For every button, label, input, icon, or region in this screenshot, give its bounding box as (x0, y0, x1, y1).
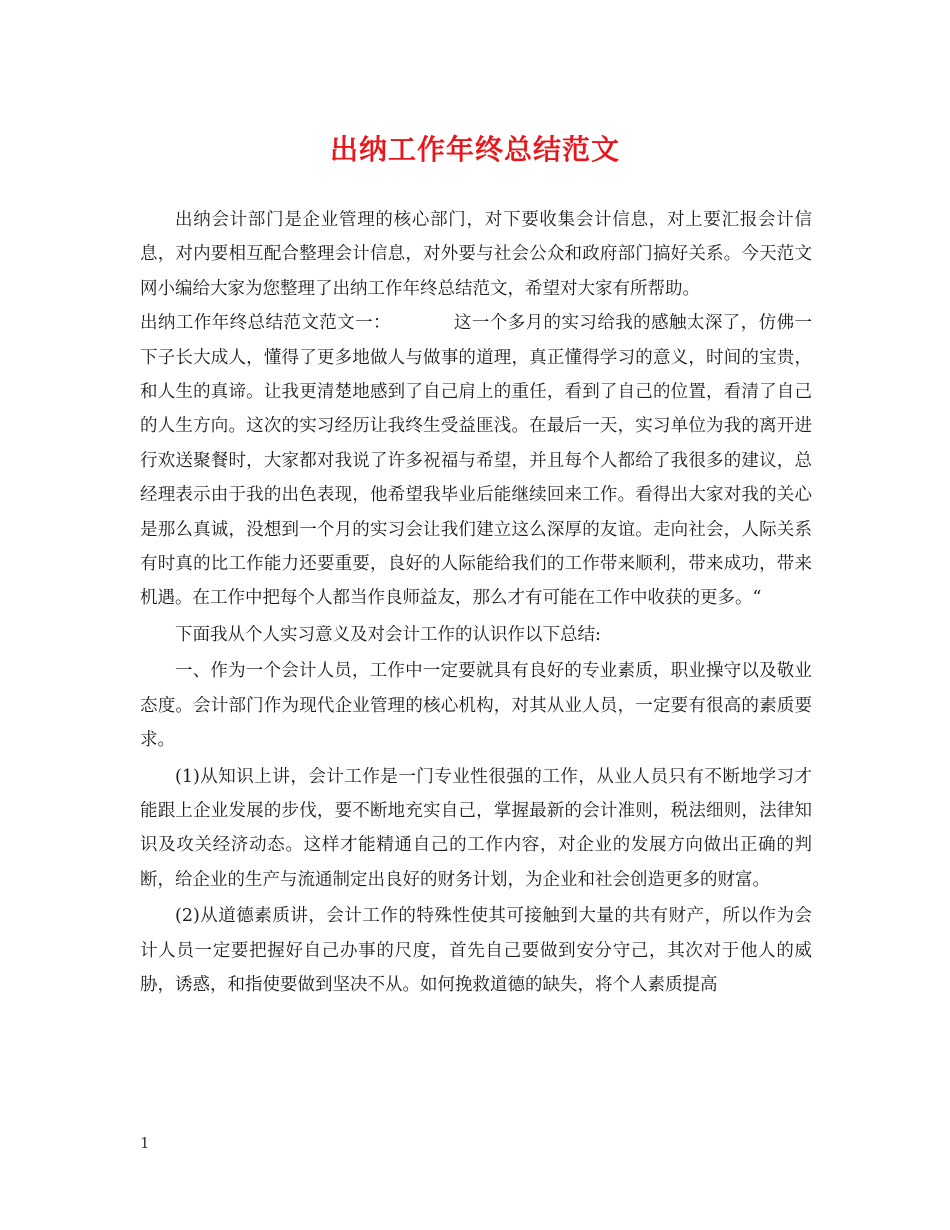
document-title: 出纳工作年终总结范文 (329, 133, 620, 166)
paragraph-point-one: 一、作为一个会计人员，工作中一定要就具有良好的专业素质，职业操守以及敬业态度。会计部门作为现代企业管理的核心机构，对其从业人员，一定要有很高的素质要求。 (140, 661, 812, 751)
document-body (140, 203, 812, 1002)
paragraph-knowledge: (1)从知识上讲，会计工作是一门专业性很强的工作，从业人员只有不断地学习才能跟上企业发展的步伐，要不断地充实自己，掌握最新的会计准则，税法细则，法律知识及攻关经济动态。这样才能精通自己的工作内容，对企业的发展方向做出正确的判断，给企业的生产与流通制定出良好的财务计划，为企业和社会创造更多的财富。 (140, 766, 812, 890)
paragraph-sample-one: 出纳工作年终总结范文范文一： 这一个多月的实习给我的感触太深了，仿佛一下子长大成人，懂得了更多地做人与做事的道理，真正懂得学习的意义，时间的宝贵，和人生的真谛。让我更清楚地感到了自己肩上的重任，看到了自己的位置，看清了自己的人生方向。这次的实习经历让我终生受益匪浅。在最后一天，实习单位为我的离开进行欢送聚餐时，大家都对我说了许多祝福与希望，并且每个人都给了我很多的建议，总经理表示由于我的出色表现，他希望我毕业后能继续回来工作。看得出大家对我的关心是那么真诚，没想到一个月的实习会让我们建立这么深厚的友谊。走向社会，人际关系有时真的比工作能力还要重要，良好的人际能给我们的工作带来顺利，带来成功，带来机遇。在工作中把每个人都当作良师益友，那么才有可能在工作中收获的更多。“ (140, 313, 812, 609)
paragraph-summary-intro: 下面我从个人实习意义及对会计工作的认识作以下总结: (175, 624, 601, 645)
paragraph-morality: (2)从道德素质讲，会计工作的特殊性使其可接触到大量的共有财产，所以作为会计人员一定要把握好自己办事的尺度，首先自己要做到安分守己，其次对于他人的威胁，诱惑，和指使要做到坚决不从。如何挽救道德的缺失，将个人素质提高 (140, 906, 812, 995)
paragraph-intro: 出纳会计部门是企业管理的核心部门，对下要收集会计信息，对上要汇报会计信息，对内要相互配合整理会计信息，对外要与社会公众和政府部门搞好关系。今天范文网小编给大家为您整理了出纳工作年终总结范文，希望对大家有所帮助。 (140, 210, 812, 299)
page-number: 1 (140, 1134, 150, 1152)
